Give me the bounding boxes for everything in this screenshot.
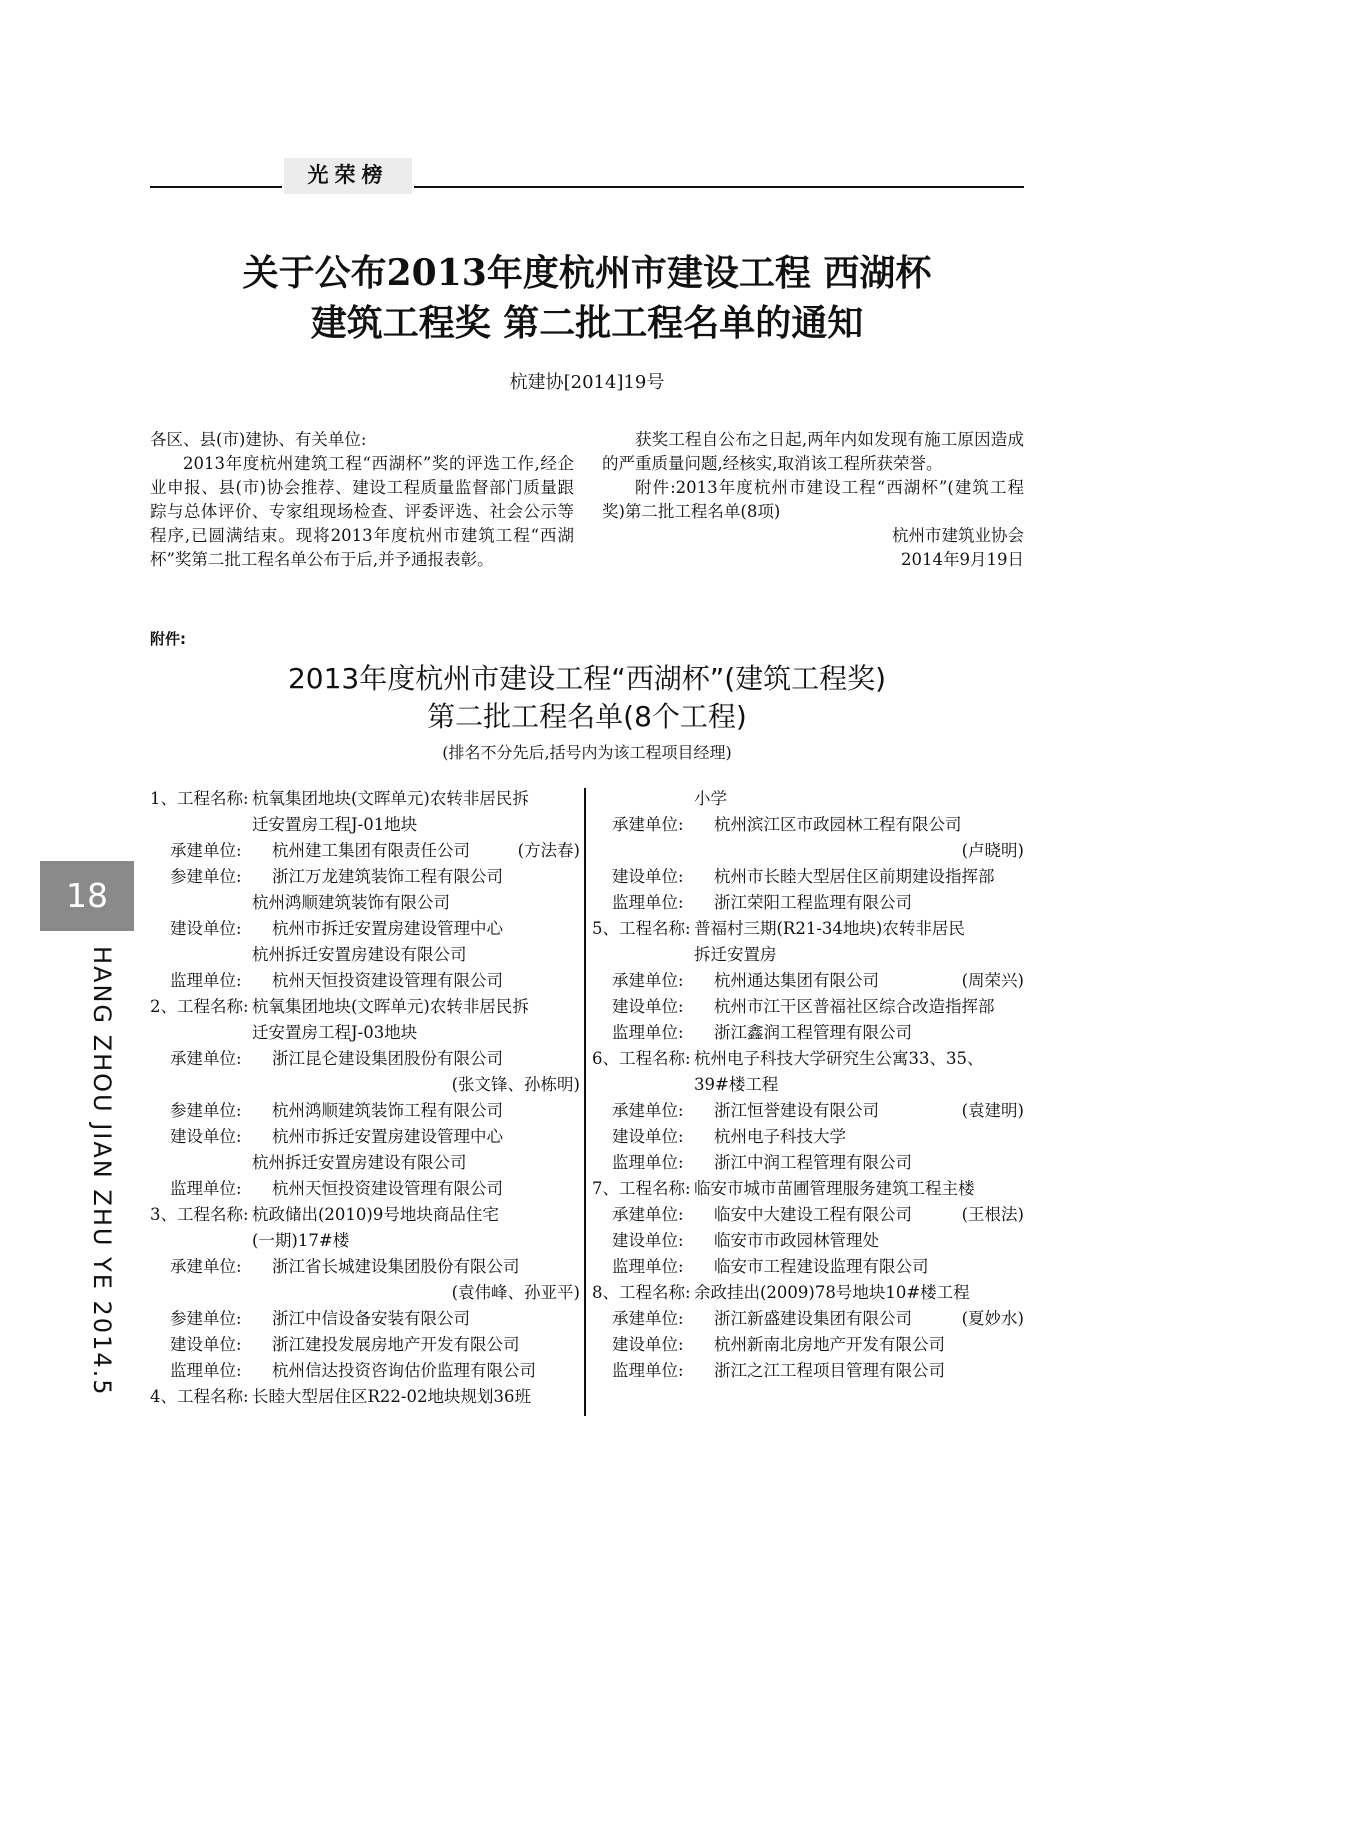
list-title bbox=[150, 660, 1024, 736]
project-manager: (王根法) bbox=[961, 1205, 1024, 1224]
entry-4-name: 4、工程名称: 长睦大型居住区R22-02地块规划36班 bbox=[150, 1387, 531, 1406]
entry-5-name-cont: 拆迁安置房 bbox=[694, 945, 777, 964]
entry-8-name: 8、工程名称: 余政挂出(2009)78号地块10#楼工程 bbox=[592, 1283, 970, 1302]
entry-3-supervisor: 监理单位: 杭州信达投资咨询估价监理有限公司 bbox=[170, 1361, 536, 1380]
entry-1-name-cont: 迁安置房工程J-01地块 bbox=[252, 815, 418, 834]
entries-left-column bbox=[150, 786, 580, 1410]
entry-1-builder: 承建单位: 杭州建工集团有限责任公司 (方法春) bbox=[150, 838, 580, 864]
entry-4-name-cont: 小学 bbox=[694, 789, 727, 808]
body-right-column bbox=[602, 428, 1024, 572]
entry-5-name: 5、工程名称: 普福村三期(R21-34地块)农转非居民 bbox=[592, 919, 965, 938]
entry-4-owner: 建设单位: 杭州市长睦大型居住区前期建设指挥部 bbox=[612, 867, 995, 886]
entry-1-supervisor: 监理单位: 杭州天恒投资建设管理有限公司 bbox=[170, 971, 503, 990]
section-label: 光荣榜 bbox=[284, 158, 412, 194]
entry-6-owner: 建设单位: 杭州电子科技大学 bbox=[612, 1127, 846, 1146]
header-rule-left bbox=[150, 186, 282, 188]
title-line-2: 建筑工程奖 第二批工程名单的通知 bbox=[310, 302, 864, 344]
entry-8-builder: 承建单位: 浙江新盛建设集团有限公司 (夏妙水) bbox=[592, 1306, 1024, 1332]
entry-3-project-manager: (袁伟峰、孙亚平) bbox=[451, 1283, 580, 1302]
entry-2-owner: 建设单位: 杭州市拆迁安置房建设管理中心 bbox=[170, 1127, 503, 1146]
entry-4-builder: 承建单位: 杭州滨江区市政园林工程有限公司 bbox=[612, 815, 962, 834]
entry-1-name: 1、工程名称: 杭氧集团地块(文晖单元)农转非居民拆 bbox=[150, 789, 529, 808]
entry-2-co-builder: 参建单位: 杭州鸿顺建筑装饰工程有限公司 bbox=[170, 1101, 503, 1120]
entry-7-builder: 承建单位: 临安中大建设工程有限公司 (王根法) bbox=[592, 1202, 1024, 1228]
entry-6-builder: 承建单位: 浙江恒誉建设有限公司 (袁建明) bbox=[592, 1098, 1024, 1124]
entry-2-owner-2: 杭州拆迁安置房建设有限公司 bbox=[252, 1153, 467, 1172]
entry-5-builder: 承建单位: 杭州通达集团有限公司 (周荣兴) bbox=[592, 968, 1024, 994]
entry-2-name: 2、工程名称: 杭氧集团地块(文晖单元)农转非居民拆 bbox=[150, 997, 529, 1016]
list-note: (排名不分先后,括号内为该工程项目经理) bbox=[442, 743, 732, 762]
entry-6-name-cont: 39#楼工程 bbox=[694, 1075, 779, 1094]
header-rule-right bbox=[414, 186, 1024, 188]
list-title-line-2: 第二批工程名单(8个工程) bbox=[427, 700, 747, 733]
salutation: 各区、县(市)建协、有关单位: bbox=[150, 430, 367, 449]
paragraph-2: 获奖工程自公布之日起,两年内如发现有施工原因造成的严重质量问题,经核实,取消该工程所获荣誉。 bbox=[602, 430, 1024, 473]
project-manager: (周荣兴) bbox=[961, 971, 1024, 990]
column-divider bbox=[584, 788, 586, 1416]
entry-1-owner: 建设单位: 杭州市拆迁安置房建设管理中心 bbox=[170, 919, 503, 938]
project-manager: (夏妙水) bbox=[961, 1309, 1024, 1328]
title-line-1: 关于公布2013年度杭州市建设工程 西湖杯 bbox=[242, 252, 932, 294]
list-title-line-1: 2013年度杭州市建设工程“西湖杯”(建筑工程奖) bbox=[287, 662, 887, 695]
entry-7-owner: 建设单位: 临安市市政园林管理处 bbox=[612, 1231, 879, 1250]
entry-3-name: 3、工程名称: 杭政储出(2010)9号地块商品住宅 bbox=[150, 1205, 499, 1224]
entry-5-owner: 建设单位: 杭州市江干区普福社区综合改造指挥部 bbox=[612, 997, 995, 1016]
entry-4-supervisor: 监理单位: 浙江荣阳工程监理有限公司 bbox=[612, 893, 912, 912]
entry-3-owner: 建设单位: 浙江建投发展房地产开发有限公司 bbox=[170, 1335, 520, 1354]
project-manager: (方法春) bbox=[517, 841, 580, 860]
entry-7-name: 7、工程名称: 临安市城市苗圃管理服务建筑工程主楼 bbox=[592, 1179, 975, 1198]
entry-7-supervisor: 监理单位: 临安市工程建设监理有限公司 bbox=[612, 1257, 929, 1276]
document-number: 杭建协[2014]19号 bbox=[509, 372, 665, 393]
entry-8-owner: 建设单位: 杭州新南北房地产开发有限公司 bbox=[612, 1335, 945, 1354]
entries-right-column bbox=[592, 786, 1024, 1384]
body-left-column bbox=[150, 428, 574, 572]
entry-4-project-manager: (卢晓明) bbox=[961, 841, 1024, 860]
page-number: 18 bbox=[40, 861, 134, 931]
entry-2-supervisor: 监理单位: 杭州天恒投资建设管理有限公司 bbox=[170, 1179, 503, 1198]
document-title bbox=[150, 248, 1024, 348]
entry-1-owner-2: 杭州拆迁安置房建设有限公司 bbox=[252, 945, 467, 964]
journal-running-title: HANG ZHOU JIAN ZHU YE 2014.5 bbox=[88, 946, 116, 1397]
attachment-label: 附件: bbox=[150, 630, 186, 648]
entry-3-builder: 承建单位: 浙江省长城建设集团股份有限公司 bbox=[170, 1257, 520, 1276]
date: 2014年9月19日 bbox=[901, 550, 1024, 569]
attachment-line: 附件:2013年度杭州市建设工程“西湖杯”(建筑工程奖)第二批工程名单(8项) bbox=[602, 478, 1024, 521]
entry-1-co-builder: 参建单位: 浙江万龙建筑装饰工程有限公司 bbox=[170, 867, 503, 886]
entry-6-name: 6、工程名称: 杭州电子科技大学研究生公寓33、35、 bbox=[592, 1049, 984, 1068]
entry-6-supervisor: 监理单位: 浙江中润工程管理有限公司 bbox=[612, 1153, 912, 1172]
entry-8-supervisor: 监理单位: 浙江之江工程项目管理有限公司 bbox=[612, 1361, 945, 1380]
entry-2-name-cont: 迁安置房工程J-03地块 bbox=[252, 1023, 418, 1042]
entry-3-co-builder: 参建单位: 浙江中信设备安装有限公司 bbox=[170, 1309, 470, 1328]
entry-1-co-builder-2: 杭州鸿顺建筑装饰有限公司 bbox=[252, 893, 450, 912]
paragraph-1: 2013年度杭州建筑工程“西湖杯”奖的评选工作,经企业申报、县(市)协会推荐、建设工程质量监督部门质量跟踪与总体评价、专家组现场检查、评委评选、社会公示等程序,已圆满结束。现将2013年度杭州市建筑工程“西湖杯”奖第二批工程名单公布于后,并予通报表彰。 bbox=[150, 454, 574, 569]
entry-2-builder: 承建单位: 浙江昆仑建设集团股份有限公司 bbox=[170, 1049, 503, 1068]
entry-2-project-manager: (张文锋、孙栋明) bbox=[451, 1075, 580, 1094]
entry-3-name-cont: (一期)17#楼 bbox=[252, 1231, 350, 1250]
signer: 杭州市建筑业协会 bbox=[892, 526, 1024, 545]
project-manager: (袁建明) bbox=[961, 1101, 1024, 1120]
entry-5-supervisor: 监理单位: 浙江鑫润工程管理有限公司 bbox=[612, 1023, 912, 1042]
